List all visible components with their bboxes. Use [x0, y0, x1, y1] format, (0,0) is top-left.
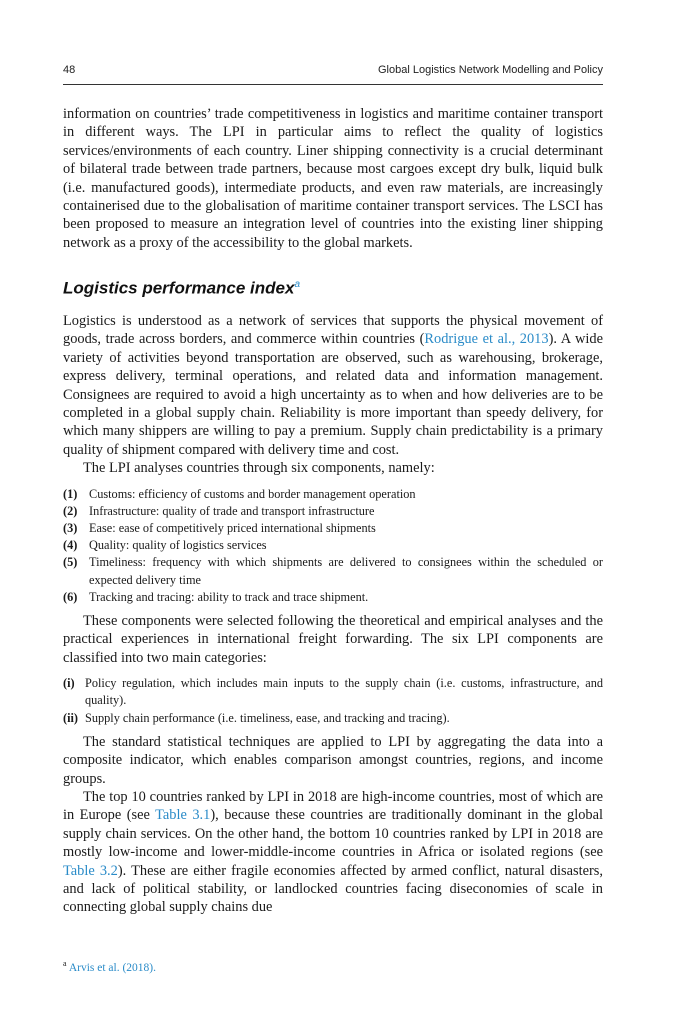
- list-item: [63, 554, 603, 588]
- page: [63, 0, 603, 1024]
- categories-list: [63, 675, 603, 727]
- paragraph-selection: These components were selected following the theoretical and empirical analyses and the practical experiences in international freight forwarding. The six LPI components are classified into two main categories:: [63, 612, 603, 666]
- list-item: [63, 486, 603, 503]
- running-title: Global Logistics Network Modelling and Policy: [378, 64, 603, 76]
- footnote: [63, 959, 156, 974]
- list-number: (5): [63, 555, 78, 570]
- components-list: [63, 486, 603, 606]
- list-number: (3): [63, 520, 78, 535]
- paragraph-text: The top 10 countries ranked by LPI in 2018 are high-income countries, most of which are in Europe (see: [63, 789, 603, 824]
- footnote-marker: a: [63, 959, 67, 968]
- list-text: Quality: quality of logistics services: [89, 538, 267, 553]
- citation-link[interactable]: Rodrigue et al., 2013: [424, 331, 549, 348]
- list-text: Timeliness: frequency with which shipments are delivered to consignees within the scheduled or expected delivery time: [89, 555, 603, 587]
- list-number: (6): [63, 589, 78, 604]
- paragraph-text: ). A wide variety of activities beyond transportation are observed, such as warehousing, brokerage, express delivery, terminal operations, and related data and information management. Consignees are required to avoid a high uncertainty as to when and how deliveries are to be completed in a global supply chain. Reliability is more important than speedy delivery, for which many shippers are willing to pay a premium. Supply chain predictability is a primary quality of shipment compared with delivery time and cost.: [63, 331, 603, 458]
- paragraph-logistics: [63, 312, 603, 459]
- paragraph-text: ). These are either fragile economies affected by armed conflict, natural disasters, and lack of political stability, or landlocked countries facing diseconomies of scale in connecting global supply chains due: [63, 862, 603, 916]
- list-number: (i): [63, 676, 75, 691]
- list-number: (1): [63, 486, 78, 501]
- list-item: [63, 589, 603, 606]
- list-item: [63, 537, 603, 554]
- section-heading: [63, 275, 603, 299]
- paragraph-components-intro: The LPI analyses countries through six components, namely:: [83, 460, 435, 477]
- paragraph-rankings: [63, 788, 603, 917]
- table-3-1-link[interactable]: Table 3.1: [155, 807, 211, 824]
- heading-footnote-marker[interactable]: a: [294, 279, 301, 291]
- list-text: Supply chain performance (i.e. timeliness, ease, and tracking and tracing).: [85, 710, 450, 725]
- list-item: [63, 675, 603, 709]
- list-item: [63, 520, 603, 537]
- footnote-citation-link[interactable]: Arvis et al. (2018).: [68, 961, 157, 974]
- list-text: Infrastructure: quality of trade and transport infrastructure: [89, 503, 375, 518]
- section-heading-text: Logistics performance index: [63, 278, 295, 298]
- list-text: Ease: ease of competitively priced international shipments: [89, 520, 376, 535]
- table-3-2-link[interactable]: Table 3.2: [63, 862, 118, 879]
- list-number: (4): [63, 538, 78, 553]
- list-number: (2): [63, 503, 78, 518]
- paragraph-text: Logistics is understood as a network of services that supports the physical movement of goods, trade across borders, and commerce within countries (: [63, 312, 603, 348]
- page-number: 48: [63, 64, 76, 76]
- list-number: (ii): [63, 710, 79, 725]
- body-text: [63, 105, 603, 917]
- list-text: Customs: efficiency of customs and border management operation: [89, 486, 416, 501]
- list-text: Tracking and tracing: ability to track and trace shipment.: [89, 589, 369, 604]
- list-item: [63, 503, 603, 520]
- intro-paragraph: information on countries’ trade competitiveness in logistics and maritime container transport in different ways. The LPI in particular aims to reflect the quality of logistics services/environments of each country. Liner shipping connectivity is a crucial determinant of bilateral trade between trade partners, because most cargoes except dry bulk, liquid bulk (i.e. manufactured goods), intermediate products, and even raw materials, are increasingly containerised due to the globalisation of maritime container transport services. The LSCI has been proposed to measure an integration level of countries into the existing liner shipping network as a proxy of the accessibility to the global markets.: [63, 106, 603, 251]
- list-item: [63, 710, 603, 727]
- header-rule: [63, 84, 603, 85]
- paragraph-text: ), because these countries are traditionally dominant in the global supply chain services. On the other hand, the bottom 10 countries ranked by LPI in 2018 are mostly low-income and lower-middle-income countries in Africa or isolated regions (see: [63, 807, 603, 861]
- list-text: Policy regulation, which includes main inputs to the supply chain (i.e. customs, infrastructure, and quality).: [85, 676, 603, 708]
- paragraph-statistics: The standard statistical techniques are applied to LPI by aggregating the data into a composite indicator, which enables comparison amongst countries, regions, and income groups.: [63, 733, 603, 787]
- running-header: [63, 64, 603, 82]
